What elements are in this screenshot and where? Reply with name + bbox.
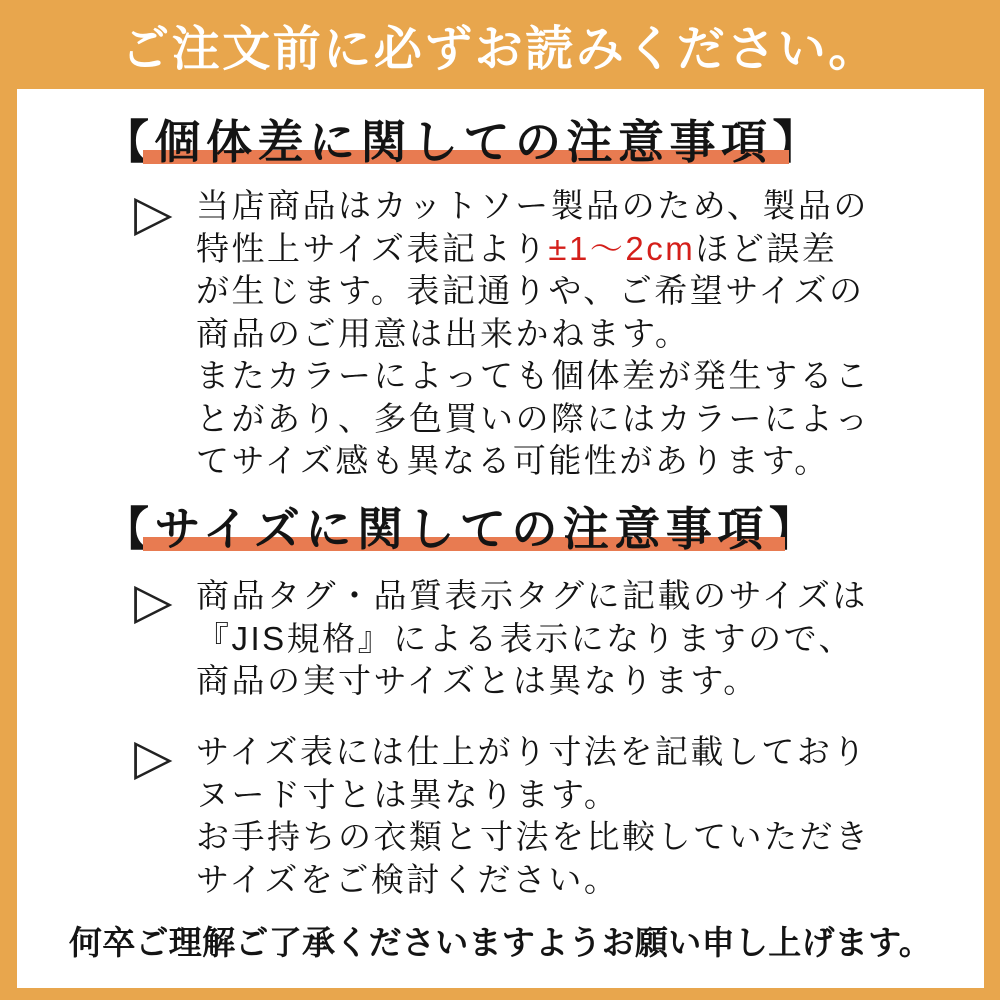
heading-highlighted-text: サイズに関しての注意事項	[154, 503, 769, 555]
heading-bracket-close: 】	[772, 116, 824, 168]
banner-title: ご注文前に必ずお読みください。	[121, 23, 879, 76]
notice-line: 『JIS規格』による表示になりますので、	[196, 619, 855, 657]
footer-note: 何卒ご理解ご了承くださいますようお願い申し上げます。	[68, 924, 933, 961]
notice-line: ヌード寸とは異なります。	[196, 775, 620, 813]
notice-line: お手持ちの衣類と寸法を比較していただき	[196, 818, 871, 855]
heading-bracket-open: 【	[103, 116, 155, 168]
notice-line: 商品のご用意は出来かねます。	[196, 314, 691, 352]
notice-line	[196, 228, 871, 271]
heading-bracket-close: 】	[768, 503, 821, 555]
notice-paragraph-measurement	[196, 731, 871, 901]
emphasis-size-tolerance: ±1〜2cm	[548, 229, 696, 267]
notice-line: 商品の実寸サイズとは異なります。	[196, 662, 759, 699]
triangle-bullet-icon: ▷	[134, 185, 173, 241]
notice-line: が生じます。表記通りや、ご希望サイズの	[196, 272, 865, 309]
notice-line: 商品タグ・品質表示タグに記載のサイズは	[196, 577, 868, 614]
notice-line: てサイズ感も異なる可能性があります。	[196, 442, 830, 479]
triangle-bullet-icon: ▷	[134, 729, 173, 785]
notice-line: またカラーによっても個体差が発生するこ	[196, 357, 871, 394]
section-heading-individual-difference	[103, 116, 824, 168]
notice-line: サイズをご検討ください。	[196, 860, 620, 898]
top-banner	[0, 0, 1000, 89]
notice-line: とがあり、多色買いの際にはカラーによっ	[196, 399, 871, 437]
triangle-bullet-icon: ▷	[134, 573, 173, 629]
notice-paragraph-individual-difference	[196, 185, 871, 483]
frame-border-bottom	[0, 988, 1000, 1000]
notice-line: サイズ表には仕上がり寸法を記載しており	[196, 733, 868, 770]
section-heading-size	[103, 503, 820, 555]
frame-border-right	[984, 0, 1000, 1000]
heading-bracket-open: 【	[103, 503, 155, 555]
heading-highlighted-text: 個体差に関しての注意事項	[154, 116, 773, 168]
notice-paragraph-tag-size	[196, 575, 868, 703]
notice-line: 当店商品はカットソー製品のため、製品の	[196, 187, 869, 224]
frame-border-left	[0, 0, 17, 1000]
line-text-after: ほど誤差	[695, 229, 838, 267]
line-text-before: 特性上サイズ表記より	[196, 229, 549, 267]
